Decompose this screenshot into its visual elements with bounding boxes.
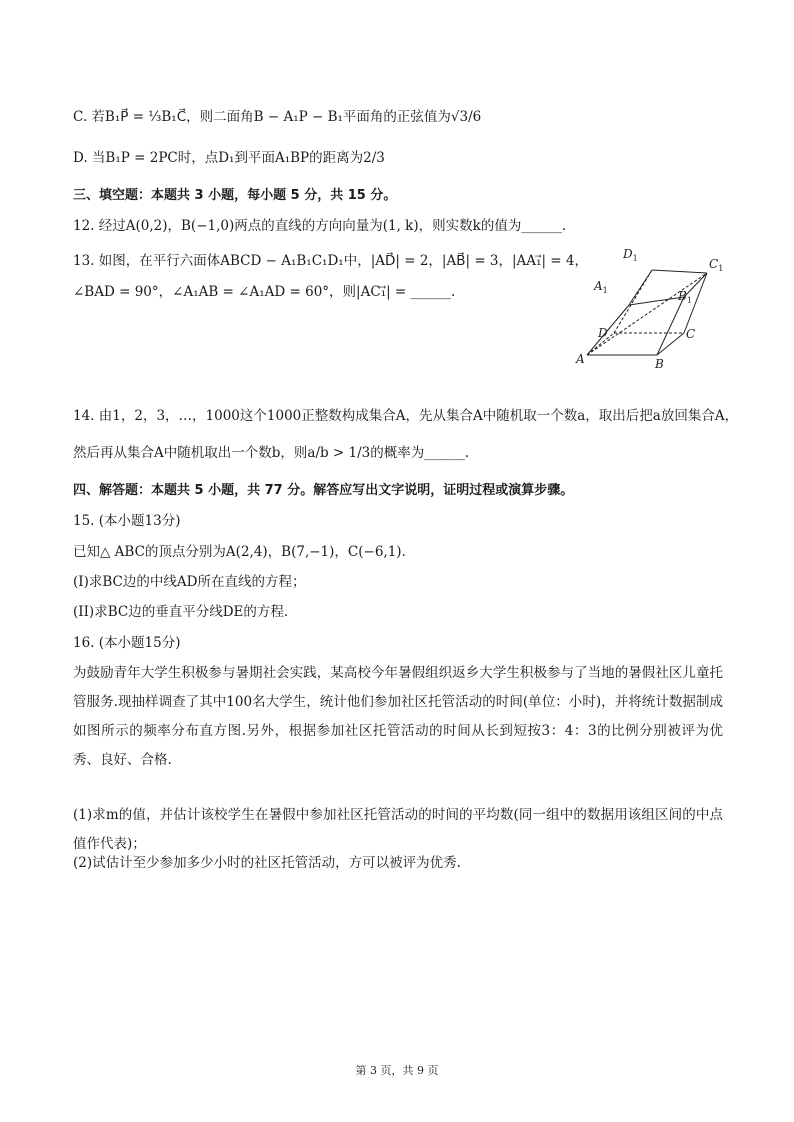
label-b1: $B_1$ <box>678 289 692 305</box>
question-16-stem: 为鼓励青年大学生积极参与暑期社会实践，某高校今年暑假组织返乡大学生积极参与了当地的暑假社区儿童托管服务.现抽样调查了其中100名大学生，统计他们参加社区托管活动的时间(单位：小时)，并将统计数据制成如图所示的频率分布直方图.另外，根据参加社区托管活动的时间从长到短按3：4：3的比例分别被评为优秀、良好、合格. <box>73 665 723 768</box>
question-13-line2: ∠BAD = 90°，∠A₁AB = ∠A₁AD = 60°，则|AC₁⃗| = ______. <box>73 284 456 300</box>
question-12: 12. 经过A(0,2)，B(−1,0)两点的直线的方向向量为(1, k)，则实数k的值为______. <box>73 218 567 234</box>
question-14-line1: 14. 由1，2，3，…，1000这个1000正整数构成集合A，先从集合A中随机取一个数a，取出后把a放回集合A， <box>73 408 739 424</box>
label-d: D <box>598 326 608 340</box>
question-14-line2: 然后再从集合A中随机取出一个数b，则a/b > 1/3的概率为______. <box>73 445 470 461</box>
section4-title: 四、解答题：本题共 5 小题，共 77 分。解答应写出文字说明，证明过程或演算步骤。 <box>73 483 574 498</box>
option-d: D. 当B₁P = 2PC时，点D₁到平面A₁BP的距离为2/3 <box>73 150 385 166</box>
parallelepiped-figure <box>572 245 732 370</box>
label-c1: $C_1$ <box>709 257 724 273</box>
label-a: A <box>576 352 585 366</box>
label-a1: $A_1$ <box>594 279 608 295</box>
label-c: C <box>686 327 696 341</box>
page-footer: 第 3 页，共 9 页 <box>355 1064 439 1077</box>
question-13-line1: 13. 如图，在平行六面体ABCD − A₁B₁C₁D₁中，|AD⃗| = 2，|AB⃗| = 3，|AA₁⃗| = 4， <box>73 253 589 269</box>
section3-title: 三、填空题：本题共 3 小题，每小题 5 分，共 15 分。 <box>73 188 397 203</box>
question-16-part1: (1)求m的值，并估计该校学生在暑假中参加社区托管活动的时间的平均数(同一组中的数据用该组区间的中点值作代表)； <box>73 807 723 852</box>
label-d1: $D_1$ <box>623 247 638 263</box>
option-c: C. 若B₁P⃗ = ⅓B₁C⃗，则二面角B − A₁P − B₁平面角的正弦值为√3/6 <box>73 109 482 125</box>
question-15-stem: 已知△ ABC的顶点分别为A(2,4)，B(7,−1)，C(−6,1). <box>73 544 406 560</box>
label-b: B <box>655 357 664 370</box>
question-16-header: 16. (本小题15分) <box>73 635 181 651</box>
question-16-part2: (2)试估计至少参加多少小时的社区托管活动，方可以被评为优秀. <box>73 855 461 871</box>
question-15-part2: (II)求BC边的垂直平分线DE的方程. <box>73 604 289 620</box>
question-15-header: 15. (本小题13分) <box>73 513 181 529</box>
question-15-part1: (I)求BC边的中线AD所在直线的方程； <box>73 574 306 590</box>
